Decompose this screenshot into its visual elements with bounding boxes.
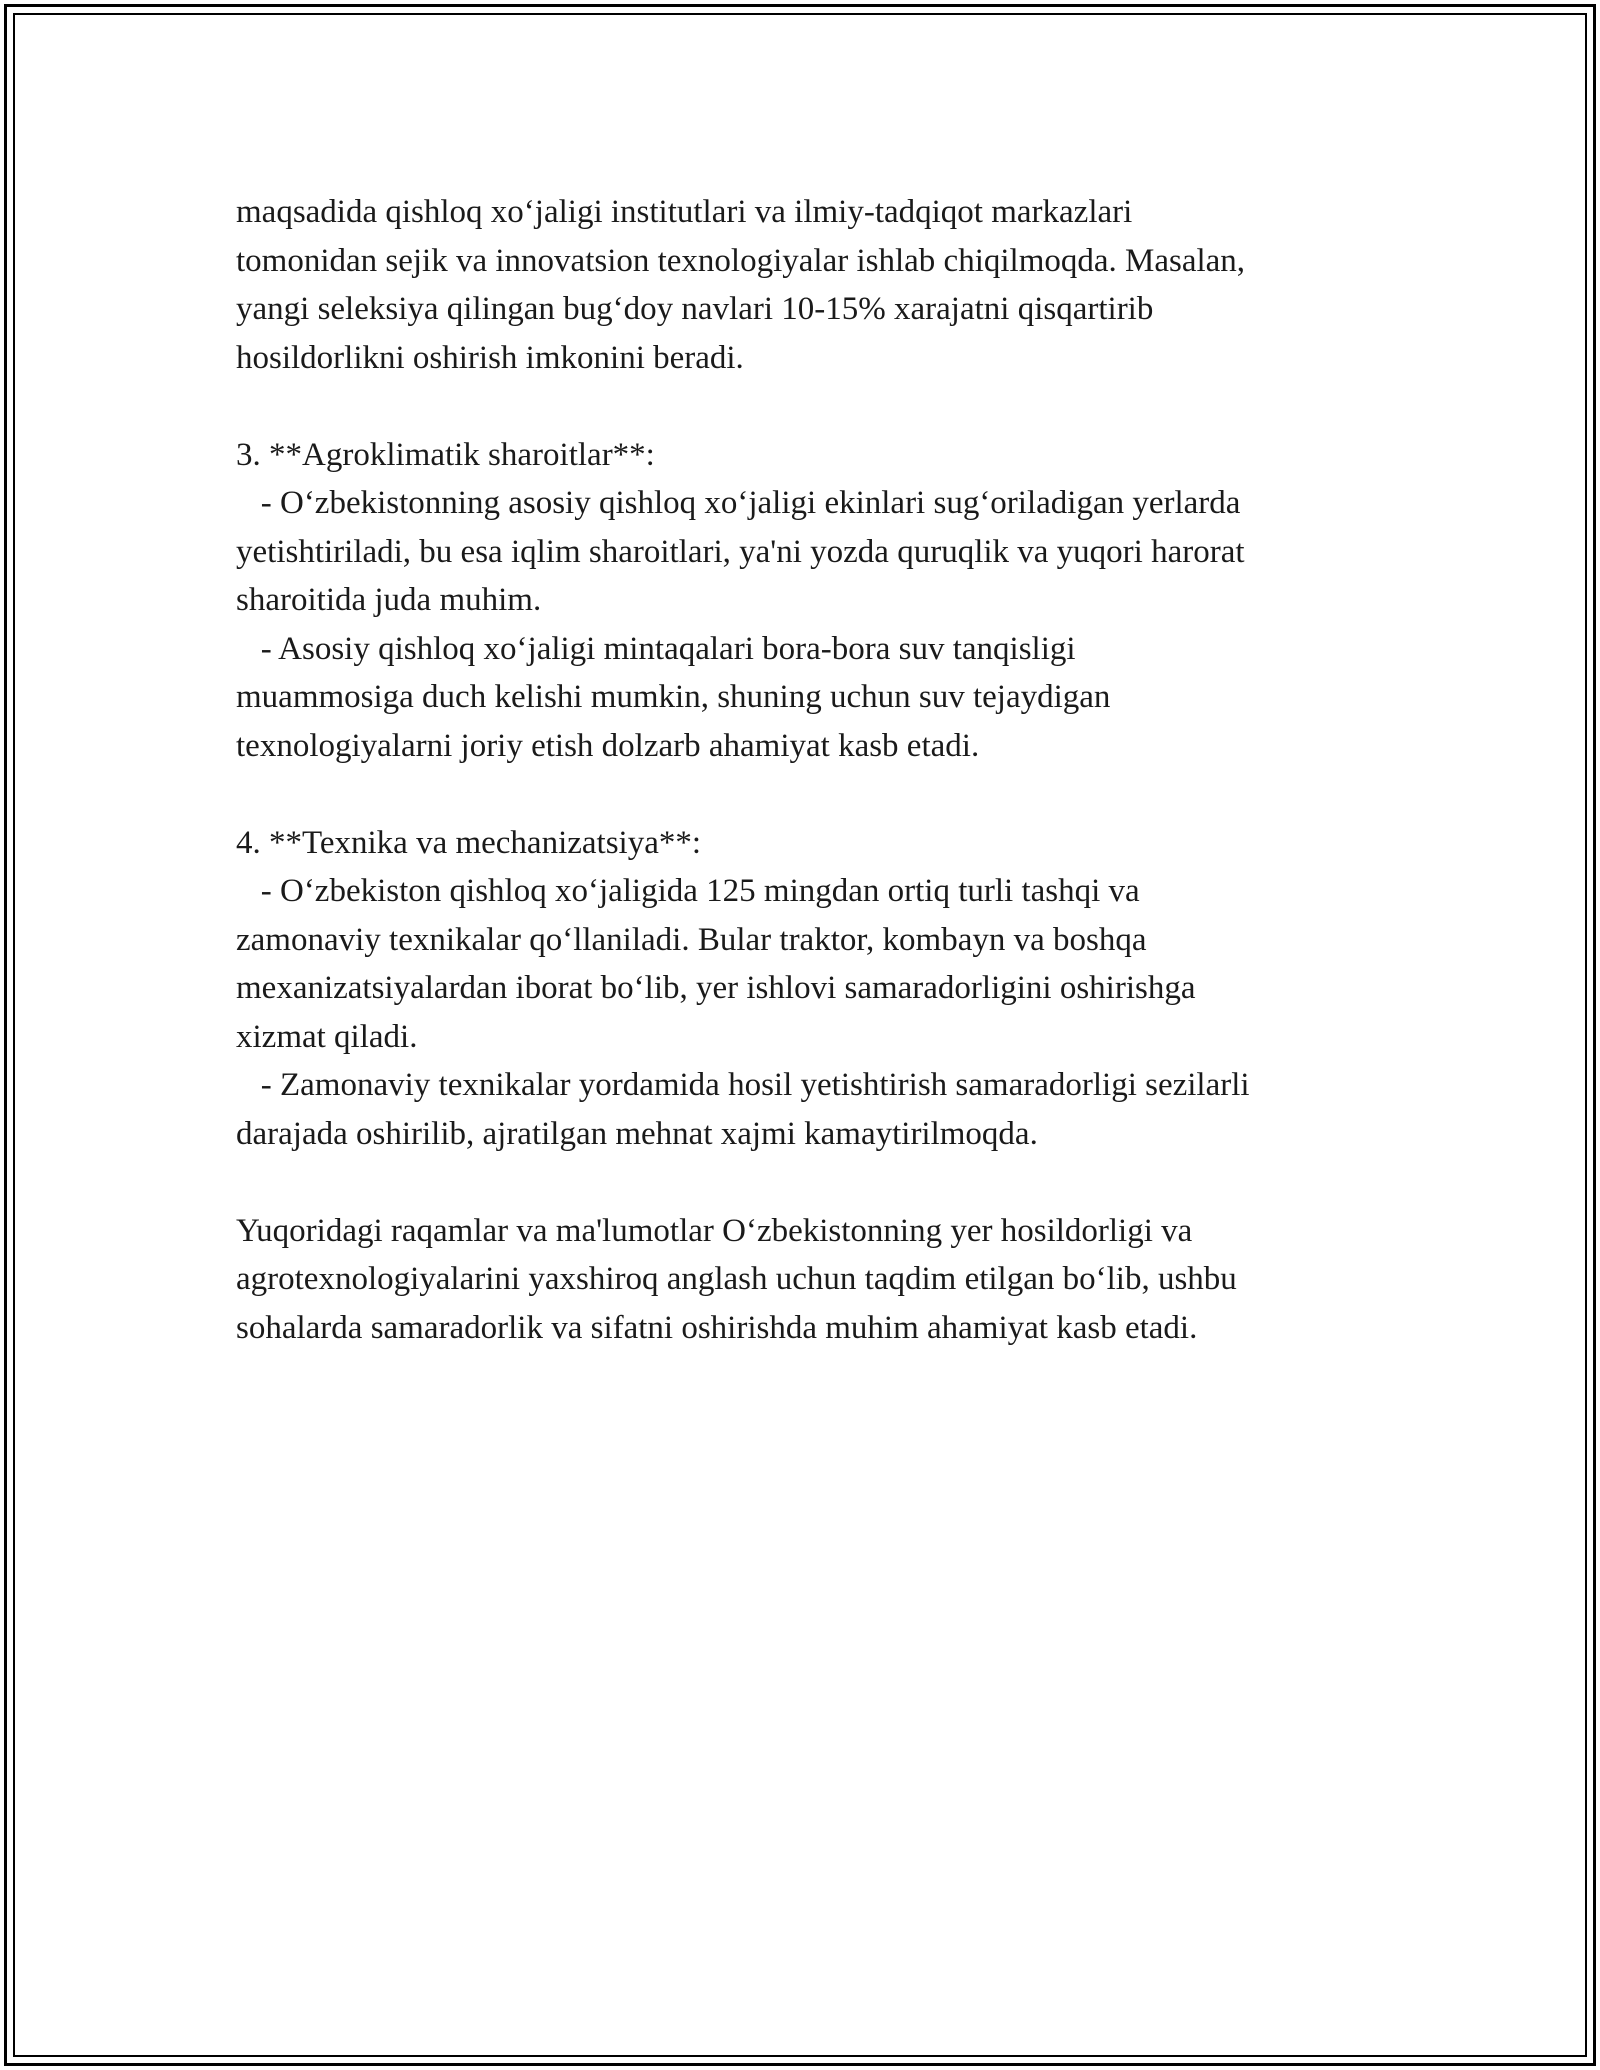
text-line: hosildorlikni oshirish imkonini beradi. bbox=[236, 339, 744, 376]
text-line: zamonaviy texnikalar qo‘llaniladi. Bular traktor, kombayn va boshqa bbox=[236, 921, 1147, 958]
section-heading: 4. **Texnika va mechanizatsiya**: bbox=[236, 824, 702, 861]
paragraph-spacer bbox=[236, 382, 1396, 431]
text-line: tomonidan sejik va innovatsion texnologiyalar ishlab chiqilmoqda. Masalan, bbox=[236, 242, 1246, 279]
paragraph-spacer bbox=[236, 1158, 1396, 1207]
text-line: - O‘zbekistonning asosiy qishloq xo‘jaligi ekinlari sug‘oriladigan yerlarda bbox=[236, 485, 1241, 521]
text-line: agrotexnologiyalarini yaxshiroq anglash uchun taqdim etilgan bo‘lib, ushbu bbox=[236, 1261, 1237, 1297]
text-line: muammosiga duch kelishi mumkin, shuning uchun suv tejaydigan bbox=[236, 679, 1111, 715]
section-agroclimatic bbox=[236, 431, 1396, 771]
text-line: darajada oshirilib, ajratilgan mehnat xajmi kamaytirilmoqda. bbox=[236, 1115, 1038, 1152]
text-line: yetishtiriladi, bu esa iqlim sharoitlari, ya'ni yozda quruqlik va yuqori harorat bbox=[236, 533, 1245, 570]
text-line: sohalarda samaradorlik va sifatni oshirishda muhim ahamiyat kasb etadi. bbox=[236, 1309, 1198, 1346]
intro-paragraph bbox=[236, 188, 1396, 382]
text-line: texnologiyalarni joriy etish dolzarb ahamiyat kasb etadi. bbox=[236, 727, 980, 764]
text-line: mexanizatsiyalardan iborat bo‘lib, yer ishlovi samaradorligini oshirishga bbox=[236, 970, 1196, 1006]
text-line: - O‘zbekiston qishloq xo‘jaligida 125 mingdan ortiq turli tashqi va bbox=[236, 873, 1140, 909]
text-line: xizmat qiladi. bbox=[236, 1018, 418, 1055]
text-line: yangi seleksiya qilingan bug‘doy navlari 10-15% xarajatni qisqartirib bbox=[236, 291, 1154, 327]
conclusion-paragraph bbox=[236, 1207, 1396, 1353]
section-machinery bbox=[236, 819, 1396, 1159]
document-body bbox=[236, 188, 1396, 1352]
text-line: maqsadida qishloq xo‘jaligi institutlari va ilmiy-tadqiqot markazlari bbox=[236, 194, 1133, 230]
paragraph-spacer bbox=[236, 770, 1396, 819]
text-line: Yuqoridagi raqamlar va ma'lumotlar O‘zbekistonning yer hosildorligi va bbox=[236, 1212, 1193, 1249]
text-line: - Asosiy qishloq xo‘jaligi mintaqalari bora-bora suv tanqisligi bbox=[236, 630, 1076, 667]
text-line: - Zamonaviy texnikalar yordamida hosil yetishtirish samaradorligi sezilarli bbox=[236, 1067, 1250, 1103]
text-line: sharoitida juda muhim. bbox=[236, 582, 542, 618]
section-heading: 3. **Agroklimatik sharoitlar**: bbox=[236, 436, 655, 473]
